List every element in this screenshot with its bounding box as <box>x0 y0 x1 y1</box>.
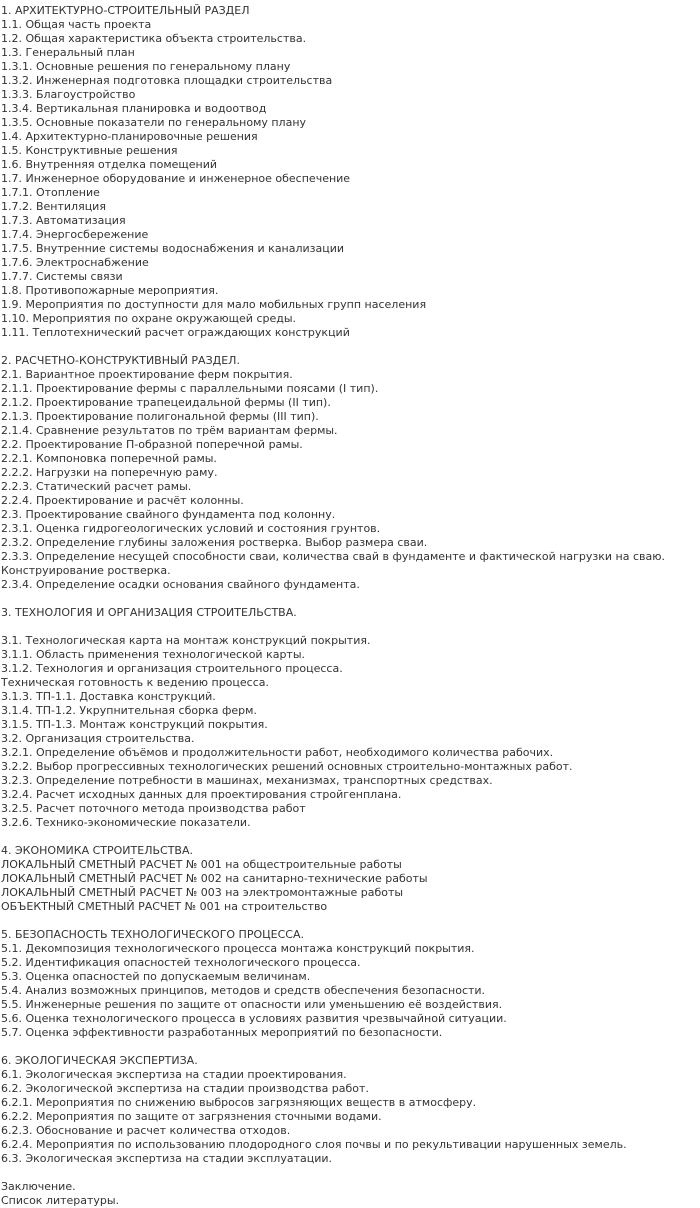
toc-line: 6.2. Экологической экспертиза на стадии производства работ. <box>1 1082 369 1095</box>
toc-line: 4. ЭКОНОМИКА СТРОИТЕЛЬСТВА. <box>1 844 193 857</box>
toc-line: 2.3.3. Определение несущей способности сваи, количества свай в фундаменте и фактической нагрузки на сваю. <box>1 550 666 563</box>
toc-line: 1.3.5. Основные показатели по генеральному плану <box>1 116 307 129</box>
toc-line: 6.3. Экологическая экспертиза на стадии эксплуатации. <box>1 1152 333 1165</box>
toc-line: 1.7.3. Автоматизация <box>1 214 126 227</box>
blank-line <box>1 1040 699 1054</box>
toc-line: 2.2.3. Статический расчет рамы. <box>1 480 192 493</box>
toc-line: ЛОКАЛЬНЫЙ СМЕТНЫЙ РАСЧЕТ № 003 на электромонтажные работы <box>1 886 404 899</box>
toc-line: 6.1. Экологическая экспертиза на стадии проектирования. <box>1 1068 347 1081</box>
toc-line: 3.2.2. Выбор прогрессивных технологических решений основных строительно-монтажных работ. <box>1 760 573 773</box>
toc-line: 1.2. Общая характеристика объекта строительства. <box>1 32 307 45</box>
toc-line: 3.2.5. Расчет поточного метода производства работ <box>1 802 306 815</box>
toc-line: 3.2. Организация строительства. <box>1 732 195 745</box>
toc-line: 3.1.4. ТП-1.2. Укрупнительная сборка ферм. <box>1 704 257 717</box>
toc-line: 3.1.2. Технология и организация строительного процесса. <box>1 662 343 675</box>
blank-line <box>1 340 699 354</box>
toc-line: 5.7. Оценка эффективности разработанных мероприятий по безопасности. <box>1 1026 443 1039</box>
toc-line: 6.2.1. Мероприятия по снижению выбросов загрязняющих веществ в атмосферу. <box>1 1096 477 1109</box>
toc-line: 2.2.1. Компоновка поперечной рамы. <box>1 452 217 465</box>
toc-line: 5. БЕЗОПАСНОСТЬ ТЕХНОЛОГИЧЕСКОГО ПРОЦЕССА. <box>1 928 304 941</box>
blank-line <box>1 592 699 606</box>
toc-line: 2.1.4. Сравнение результатов по трём вариантам фермы. <box>1 424 338 437</box>
toc-line: 3.2.3. Определение потребности в машинах, механизмах, транспортных средствах. <box>1 774 493 787</box>
toc-line: 1.9. Мероприятия по доступности для мало мобильных групп населения <box>1 298 427 311</box>
toc-line: 2.2. Проектирование П-образной поперечной рамы. <box>1 438 303 451</box>
toc-line: 2.1.1. Проектирование фермы с параллельными поясами (I тип). <box>1 382 379 395</box>
toc-line: 1.7.2. Вентиляция <box>1 200 106 213</box>
toc-line: 1.5. Конструктивные решения <box>1 144 178 157</box>
toc-line: ЛОКАЛЬНЫЙ СМЕТНЫЙ РАСЧЕТ № 001 на общестроительные работы <box>1 858 402 871</box>
toc-line: 6.2.2. Мероприятия по защите от загрязнения сточными водами. <box>1 1110 382 1123</box>
blank-line <box>1 1166 699 1180</box>
toc-line: 6. ЭКОЛОГИЧЕСКАЯ ЭКСПЕРТИЗА. <box>1 1054 198 1067</box>
toc-line: 1.7. Инженерное оборудование и инженерное обеспечение <box>1 172 351 185</box>
toc-line: 5.3. Оценка опасностей по допускаемым величинам. <box>1 970 311 983</box>
toc-line: 3.2.1. Определение объёмов и продолжительности работ, необходимого количества рабочих. <box>1 746 554 759</box>
toc-line: 2.2.4. Проектирование и расчёт колонны. <box>1 494 244 507</box>
toc-line: 1.8. Противопожарные мероприятия. <box>1 284 219 297</box>
toc-line: 2.1.3. Проектирование полигональной фермы (III тип). <box>1 410 319 423</box>
toc-line: Конструирование ростверка. <box>1 564 171 577</box>
toc-line: Заключение. <box>1 1180 76 1193</box>
blank-line <box>1 914 699 928</box>
toc-line: ОБЪЕКТНЫЙ СМЕТНЫЙ РАСЧЕТ № 001 на строительство <box>1 900 328 913</box>
toc-line: 1.7.7. Системы связи <box>1 270 123 283</box>
toc-line: Техническая готовность к ведению процесса. <box>1 676 269 689</box>
toc-line: 1.10. Мероприятия по охране окружающей среды. <box>1 312 297 325</box>
toc-line: 3.1.5. ТП-1.3. Монтаж конструкций покрытия. <box>1 718 268 731</box>
toc-line: 2.1. Вариантное проектирование ферм покрытия. <box>1 368 293 381</box>
toc-line: 1.6. Внутренняя отделка помещений <box>1 158 218 171</box>
toc-line: ЛОКАЛЬНЫЙ СМЕТНЫЙ РАСЧЕТ № 002 на санитарно-технические работы <box>1 872 428 885</box>
toc-line: 1.7.5. Внутренние системы водоснабжения и канализации <box>1 242 345 255</box>
toc-line: 2.2.2. Нагрузки на поперечную раму. <box>1 466 218 479</box>
blank-line <box>1 830 699 844</box>
toc-line: 3.1. Технологическая карта на монтаж конструкций покрытия. <box>1 634 371 647</box>
toc-line: 3. ТЕХНОЛОГИЯ И ОРГАНИЗАЦИЯ СТРОИТЕЛЬСТВА. <box>1 606 297 619</box>
toc-line: 3.2.6. Технико-экономические показатели. <box>1 816 251 829</box>
toc-line: 1.3.4. Вертикальная планировка и водоотвод <box>1 102 267 115</box>
blank-line <box>1 620 699 634</box>
toc-line: 2.1.2. Проектирование трапецеидальной фермы (II тип). <box>1 396 331 409</box>
toc-line: 5.2. Идентификация опасностей технологического процесса. <box>1 956 361 969</box>
toc-line: 1.1. Общая часть проекта <box>1 18 152 31</box>
toc-line: 5.5. Инженерные решения по защите от опасности или уменьшению её воздействия. <box>1 998 503 1011</box>
toc-line: 1.3.3. Благоустройство <box>1 88 136 101</box>
toc-line: 3.1.3. ТП-1.1. Доставка конструкций. <box>1 690 216 703</box>
toc-line: 5.1. Декомпозиция технологического процесса монтажа конструкций покрытия. <box>1 942 475 955</box>
toc-line: 2.3.2. Определение глубины заложения ростверка. Выбор размера сваи. <box>1 536 428 549</box>
toc-line: 1.3. Генеральный план <box>1 46 135 59</box>
toc-line: 1.3.1. Основные решения по генеральному плану <box>1 60 291 73</box>
table-of-contents <box>1 4 699 1208</box>
toc-line: 5.4. Анализ возможных принципов, методов и средств обеспечения безопасности. <box>1 984 486 997</box>
toc-line: 1.7.1. Отопление <box>1 186 100 199</box>
toc-line: 2.3. Проектирование свайного фундамента под колонну. <box>1 508 336 521</box>
toc-line: 3.1.1. Область применения технологической карты. <box>1 648 306 661</box>
toc-line: 1.7.4. Энергосбережение <box>1 228 149 241</box>
toc-line: 1.3.2. Инженерная подготовка площадки строительства <box>1 74 333 87</box>
toc-line: 1.7.6. Электроснабжение <box>1 256 149 269</box>
toc-line: 1.11. Теплотехнический расчет ограждающих конструкций <box>1 326 350 339</box>
toc-line: 3.2.4. Расчет исходных данных для проектирования стройгенплана. <box>1 788 402 801</box>
toc-line: 2.3.1. Оценка гидрогеологических условий и состояния грунтов. <box>1 522 381 535</box>
toc-line: 5.6. Оценка технологического процесса в условиях развития чрезвычайной ситуации. <box>1 1012 507 1025</box>
toc-line: 6.2.4. Мероприятия по использованию плодородного слоя почвы и по рекультивации нарушенных земель. <box>1 1138 627 1151</box>
toc-line: 6.2.3. Обоснование и расчет количества отходов. <box>1 1124 291 1137</box>
toc-line: 1.4. Архитектурно-планировочные решения <box>1 130 258 143</box>
toc-line: Список литературы. <box>1 1194 120 1207</box>
toc-line: 2. РАСЧЕТНО-КОНСТРУКТИВНЫЙ РАЗДЕЛ. <box>1 354 240 367</box>
toc-line: 1. АРХИТЕКТУРНО-СТРОИТЕЛЬНЫЙ РАЗДЕЛ <box>1 4 250 17</box>
toc-line: 2.3.4. Определение осадки основания свайного фундамента. <box>1 578 360 591</box>
